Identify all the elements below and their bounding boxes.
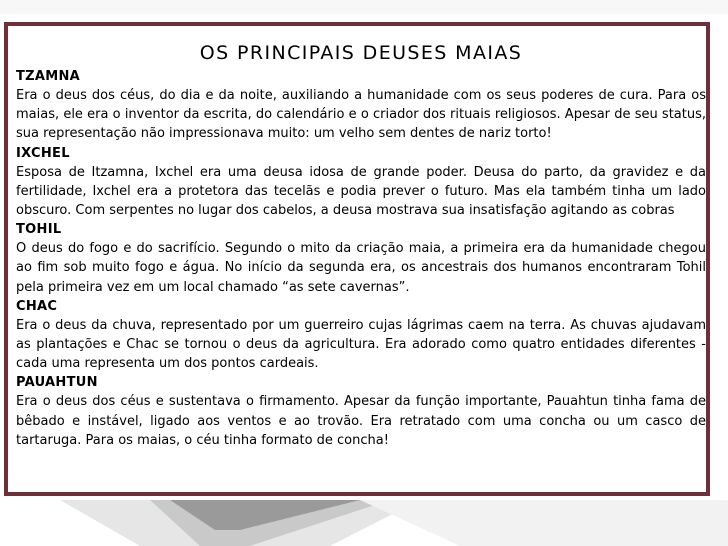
page-title: OS PRINCIPAIS DEUSES MAIAS	[199, 42, 523, 64]
section-heading: TOHIL	[16, 222, 62, 238]
section-pauahtun	[16, 373, 706, 450]
top-shadow-band	[0, 0, 728, 14]
content-frame	[4, 22, 710, 496]
section-text: Esposa de Itzamna, Ixchel era uma deusa idosa de grande poder. Deusa do parto, da gravidez e da fertilidade, Ixchel era a protetora das tecelãs e podia prever o futuro. Mas ela também tinha um lado obscuro. Com serpentes no lugar dos cabelos, a deusa mostrava sua insatisfação agitando as cobras	[16, 164, 706, 219]
section-tzamna	[16, 67, 706, 144]
section-heading: IXCHEL	[16, 145, 70, 161]
bottom-swoosh-mid	[150, 500, 390, 546]
bottom-swoosh-light	[60, 500, 420, 546]
section-text: O deus do fogo e do sacrifício. Segundo o mito da criação maia, a primeira era da humanidade chegou ao fim sob muito fogo e água. No início da segunda era, os ancestrais dos humanos encontraram Tohil pela primeira vez em um local chamado “as sete cavernas”.	[16, 241, 706, 295]
section-heading: CHAC	[16, 298, 58, 314]
section-heading: PAUAHTUN	[16, 375, 98, 391]
section-text: Era o deus dos céus, do dia e da noite, auxiliando a humanidade com os seus poderes de cura. Para os maias, ele era o inventor da escrita, do calendário e o criador dos rituais religiosos. Apesar de seu status, sua representação não impressionava muito: um velho sem dentes de nariz torto!	[16, 88, 706, 142]
bottom-swoosh-dark	[170, 500, 360, 530]
section-heading: TZAMNA	[16, 69, 81, 84]
section-tohil	[16, 220, 706, 297]
bottom-right-shade	[360, 500, 728, 546]
section-text: Era o deus da chuva, representado por um guerreiro cujas lágrimas caem na terra. As chuvas ajudavam as plantações e Chac se tornou o deus da agricultura. Era adorado como quatro entidades diferentes - cada uma representa um dos pontos cardeais.	[16, 317, 706, 372]
section-ixchel	[16, 144, 706, 221]
section-chac	[16, 297, 706, 374]
content-area	[16, 42, 706, 450]
section-text: Era o deus dos céus e sustentava o firmamento. Apesar da função importante, Pauahtun tinha fama de bêbado e instável, ligado aos ventos e ao trovão. Era retratado com uma concha ou um casco de tartaruga. Para os maias, o céu tinha formato de concha!	[16, 394, 706, 448]
